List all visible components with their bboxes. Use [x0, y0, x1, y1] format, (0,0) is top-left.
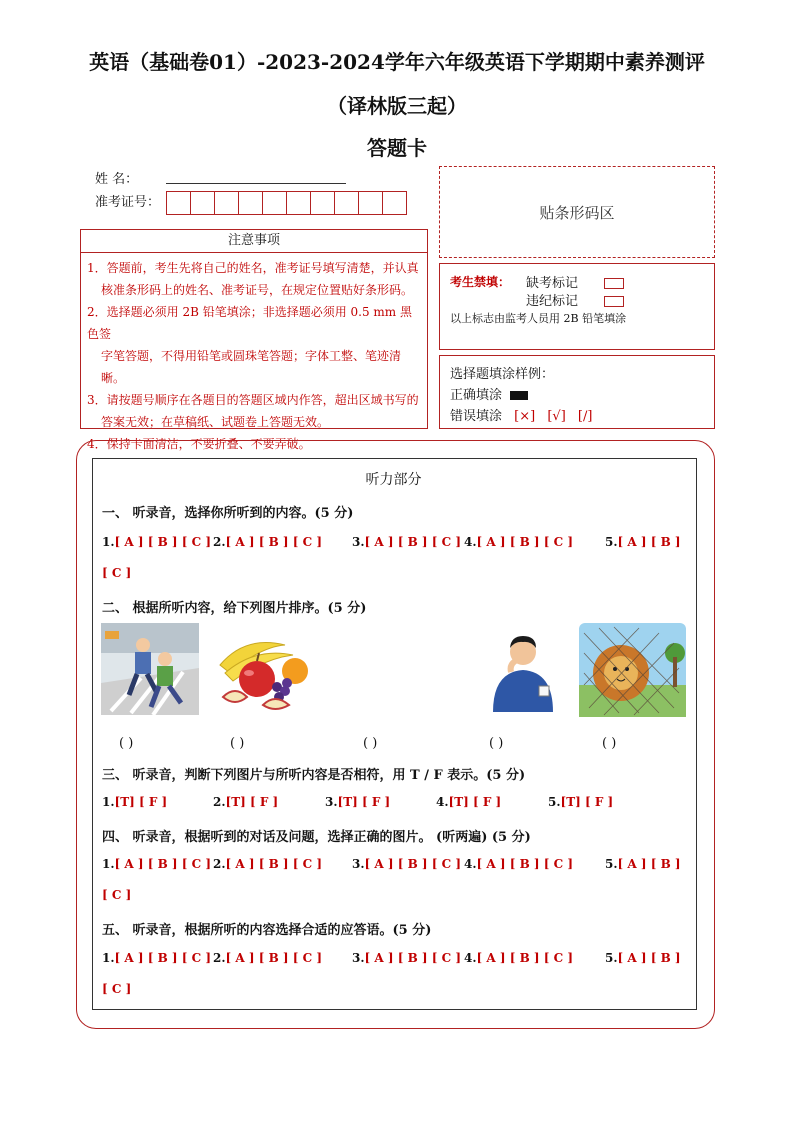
question-4-2[interactable]: 2.[ A ] [ B ] [ C ] — [213, 857, 323, 871]
order-blank-2[interactable]: ( ) — [230, 736, 245, 751]
notice-title: 注意事项 — [81, 230, 427, 253]
question-3-3[interactable]: 3.[T] [ F ] — [325, 795, 391, 809]
sample-title: 选择题填涂样例： — [450, 367, 555, 382]
question-4-1[interactable]: 1.[ A ] [ B ] [ C ] — [102, 857, 212, 871]
question-1-1[interactable]: 1.[ A ] [ B ] [ C ] — [102, 535, 212, 549]
thinking-man-picture — [481, 628, 565, 712]
question-3-1[interactable]: 1.[T] [ F ] — [102, 795, 168, 809]
absent-mark-box[interactable] — [604, 278, 624, 289]
section-1-answers — [0, 535, 794, 553]
id-label: 准考证号： — [95, 195, 161, 210]
wrong-sample — [450, 405, 592, 424]
question-4-5-continued[interactable]: [ C ] — [102, 888, 132, 902]
filled-mark-icon — [510, 391, 528, 400]
question-4-3[interactable]: 3.[ A ] [ B ] [ C ] — [352, 857, 462, 871]
fruit-picture — [215, 625, 311, 713]
order-blank-5[interactable]: ( ) — [602, 736, 617, 751]
question-5-3[interactable]: 3.[ A ] [ B ] [ C ] — [352, 951, 462, 965]
question-1-3[interactable]: 3.[ A ] [ B ] [ C ] — [352, 535, 462, 549]
question-1-5[interactable]: 5.[ A ] [ B ] — [605, 535, 681, 549]
id-number-grid[interactable] — [166, 191, 406, 215]
card-title: 答题卡 — [367, 136, 427, 160]
notice-item: 2．选择题必须用 2B 铅笔填涂；非选择题必须用 0.5 mm 黑色签 — [87, 305, 413, 341]
order-blank-3[interactable]: ( ) — [363, 736, 378, 751]
exam-title: 英语（基础卷01）-2023-2024学年六年级英语下学期期中素养测评 — [89, 50, 705, 74]
running-boys-picture — [101, 623, 199, 715]
section-5-answers — [0, 951, 794, 969]
question-1-5-continued[interactable]: [ C ] — [102, 566, 132, 580]
question-5-2[interactable]: 2.[ A ] [ B ] [ C ] — [213, 951, 323, 965]
order-blank-1[interactable]: ( ) — [119, 736, 134, 751]
section-5-title: 五、 听录音，根据所听的内容选择合适的应答语。(5 分) — [102, 923, 432, 938]
correct-sample-label: 正确填涂 — [450, 388, 503, 403]
absent-mark-label: 缺考标记 — [526, 276, 579, 291]
section-4-title: 四、 听录音，根据听到的对话及问题，选择正确的图片。 (听两遍) (5 分) — [102, 830, 531, 845]
question-1-2[interactable]: 2.[ A ] [ B ] [ C ] — [213, 535, 323, 549]
forbidden-box — [439, 263, 715, 350]
forbidden-note: 以上标志由监考人员用 2B 铅笔填涂 — [450, 312, 627, 325]
wrong-sample-label: 错误填涂 — [450, 409, 503, 424]
question-5-1[interactable]: 1.[ A ] [ B ] [ C ] — [102, 951, 212, 965]
question-5-4[interactable]: 4.[ A ] [ B ] [ C ] — [464, 951, 574, 965]
question-3-5[interactable]: 5.[T] [ F ] — [548, 795, 614, 809]
wrong-mark: [√] — [547, 409, 566, 424]
name-field[interactable] — [166, 183, 346, 184]
section-2-title: 二、 根据所听内容，给下列图片排序。(5 分) — [102, 601, 367, 616]
section-4-answers — [0, 857, 794, 875]
notice-item: 3．请按题号顺序在各题目的答题区域内作答，超出区域书写的 — [87, 393, 419, 407]
barcode-area — [439, 166, 715, 258]
listening-title: 听力部分 — [365, 472, 422, 488]
question-4-5[interactable]: 5.[ A ] [ B ] — [605, 857, 681, 871]
notice-item: 答案无效；在草稿纸、试题卷上答题无效。 — [101, 415, 330, 429]
question-4-4[interactable]: 4.[ A ] [ B ] [ C ] — [464, 857, 574, 871]
absent-mark[interactable] — [526, 272, 624, 291]
notice-item: 字笔答题，不得用铅笔或圆珠笔答题；字体工整、笔迹清晰。 — [101, 349, 402, 385]
question-3-2[interactable]: 2.[T] [ F ] — [213, 795, 279, 809]
name-label: 姓 名： — [95, 172, 139, 187]
question-5-5[interactable]: 5.[ A ] [ B ] — [605, 951, 681, 965]
section-3-title: 三、 听录音，判断下列图片与所听内容是否相符，用 T / F 表示。(5 分) — [102, 768, 526, 783]
question-1-4[interactable]: 4.[ A ] [ B ] [ C ] — [464, 535, 574, 549]
barcode-label: 贴条形码区 — [539, 203, 615, 222]
section-1-title: 一、 听录音，选择你所听到的内容。(5 分) — [102, 506, 354, 521]
notice-box — [80, 229, 428, 451]
correct-sample — [450, 384, 528, 403]
question-3-4[interactable]: 4.[T] [ F ] — [436, 795, 502, 809]
question-5-5-continued[interactable]: [ C ] — [102, 982, 132, 996]
violation-mark-label: 违纪标记 — [526, 294, 579, 309]
order-blank-4[interactable]: ( ) — [489, 736, 504, 751]
violation-mark[interactable] — [526, 290, 624, 309]
notice-item: 1．答题前，考生先将自己的姓名，准考证号填写清楚，并认真 — [87, 261, 419, 275]
wrong-mark: [×] — [514, 409, 536, 424]
notice-item: 核准条形码上的姓名、准考证号，在规定位置贴好条形码。 — [101, 283, 414, 297]
wrong-mark: [/] — [577, 409, 593, 424]
violation-mark-box[interactable] — [604, 296, 624, 307]
sample-box — [439, 355, 715, 429]
lion-in-net-picture — [579, 623, 686, 717]
exam-subtitle: （译林版三起） — [327, 94, 467, 118]
notice-item: 4．保持卡面清洁，不要折叠、不要弄破。 — [87, 437, 311, 451]
section-3-answers — [0, 795, 794, 813]
forbidden-label: 考生禁填： — [450, 275, 511, 289]
